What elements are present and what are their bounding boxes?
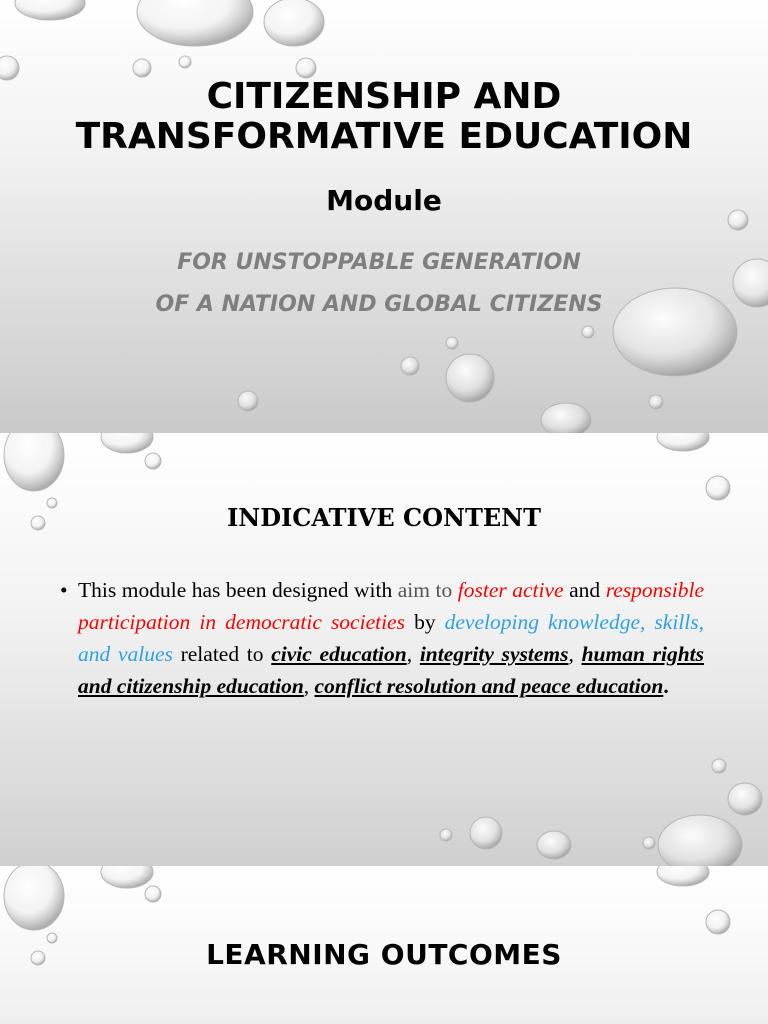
topic-integrity-systems: integrity systems xyxy=(419,642,569,666)
indicative-content-paragraph: This module has been designed with aim to foster active and responsible participation in democratic societies by developing knowledge, skills, and values related to civic education, integrity systems, human rights and citizenship education, conflict resolution and peace education. xyxy=(78,578,705,698)
title-line-1: CITIZENSHIP AND xyxy=(206,76,562,117)
tagline-line-1: FOR UNSTOPPABLE GENERATION xyxy=(177,250,581,275)
topic-civic-education: civic education xyxy=(271,642,407,666)
topic-human-rights: human rights and citizenship education xyxy=(78,642,705,698)
tagline-line-2: OF A NATION AND GLOBAL CITIZENS xyxy=(155,292,603,317)
highlight-responsible-participation: responsible participation in democratic societies xyxy=(78,578,705,634)
indicative-content-heading: INDICATIVE CONTENT xyxy=(227,503,541,532)
presentation-title xyxy=(0,77,768,157)
text-part: This module has been designed with xyxy=(78,578,393,602)
title-line-2: TRANSFORMATIVE EDUCATION xyxy=(75,116,693,157)
highlight-developing-knowledge: developing knowledge, skills, and values xyxy=(78,610,705,666)
bullet-marker: • xyxy=(60,578,68,602)
text-part: related to xyxy=(180,642,264,666)
text-part: aim to xyxy=(397,578,453,602)
title-slide xyxy=(0,0,768,433)
text-part: by xyxy=(414,610,436,634)
text-part: and xyxy=(569,578,601,602)
highlight-foster-active: foster active xyxy=(457,578,564,602)
subtitle: Module xyxy=(326,184,442,217)
topic-conflict-resolution: conflict resolution and peace education xyxy=(314,674,664,698)
learning-outcomes-heading: LEARNING OUTCOMES xyxy=(206,938,562,971)
